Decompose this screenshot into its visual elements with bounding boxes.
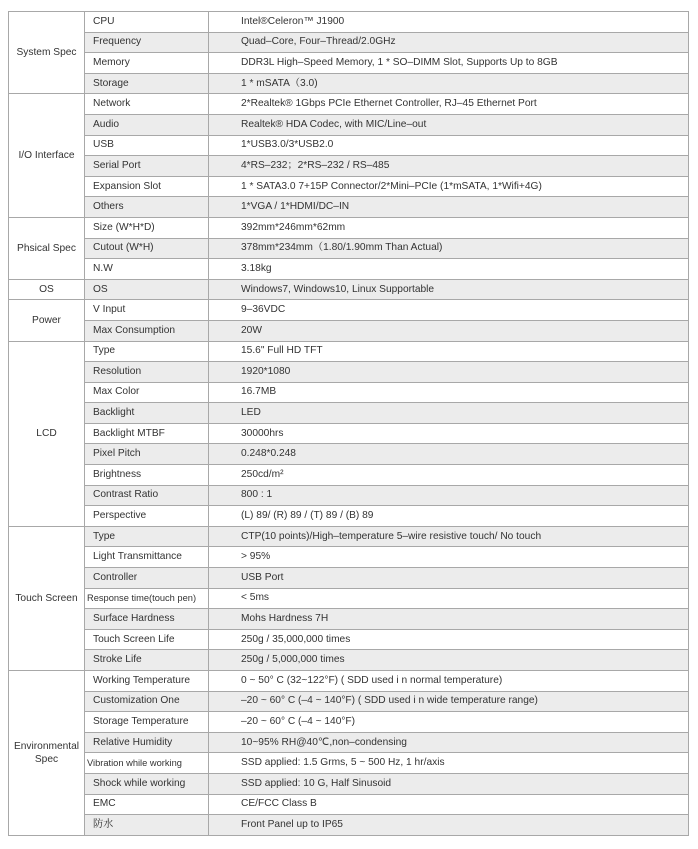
- spec-item-value: (L) 89/ (R) 89 / (T) 89 / (B) 89: [209, 506, 689, 527]
- spec-item-value: 30000hrs: [209, 423, 689, 444]
- spec-item-value: 392mm*246mm*62mm: [209, 217, 689, 238]
- spec-item-label: 防水: [85, 815, 209, 836]
- spec-item-label: Audio: [85, 114, 209, 135]
- spec-row: [9, 53, 689, 74]
- spec-item-label: Shock while working: [85, 773, 209, 794]
- spec-row: [9, 732, 689, 753]
- spec-item-label: Expansion Slot: [85, 176, 209, 197]
- spec-item-value: Front Panel up to IP65: [209, 815, 689, 836]
- spec-item-label: Touch Screen Life: [85, 629, 209, 650]
- spec-category: LCD: [9, 341, 85, 526]
- spec-item-value: Mohs Hardness 7H: [209, 609, 689, 630]
- spec-row: [9, 238, 689, 259]
- spec-item-value: 10~95% RH@40℃,non–condensing: [209, 732, 689, 753]
- spec-item-value: 2*Realtek® 1Gbps PCIe Ethernet Controller, RJ–45 Ethernet Port: [209, 94, 689, 115]
- spec-item-label: Type: [85, 526, 209, 547]
- spec-item-label: Customization One: [85, 691, 209, 712]
- spec-item-value: 378mm*234mm（1.80/1.90mm Than Actual): [209, 238, 689, 259]
- spec-category: Environmental Spec: [9, 671, 85, 836]
- spec-item-label: Vibration while working: [85, 753, 209, 774]
- spec-category: System Spec: [9, 12, 85, 94]
- spec-row: [9, 547, 689, 568]
- spec-row: [9, 465, 689, 486]
- spec-row: [9, 815, 689, 836]
- spec-row: [9, 588, 689, 609]
- spec-row: [9, 114, 689, 135]
- spec-item-label: Response time(touch pen): [85, 588, 209, 609]
- spec-item-label: OS: [85, 279, 209, 300]
- spec-row: [9, 12, 689, 33]
- spec-item-value: Quad–Core, Four–Thread/2.0GHz: [209, 32, 689, 53]
- spec-item-label: Working Temperature: [85, 671, 209, 692]
- spec-row: [9, 691, 689, 712]
- spec-item-label: Surface Hardness: [85, 609, 209, 630]
- spec-row: [9, 629, 689, 650]
- spec-item-label: Memory: [85, 53, 209, 74]
- spec-item-label: Perspective: [85, 506, 209, 527]
- spec-row: [9, 650, 689, 671]
- spec-row: [9, 73, 689, 94]
- spec-category: Touch Screen: [9, 526, 85, 670]
- spec-row: [9, 197, 689, 218]
- spec-row: [9, 217, 689, 238]
- spec-row: [9, 341, 689, 362]
- spec-item-value: < 5ms: [209, 588, 689, 609]
- spec-item-value: CE/FCC Class B: [209, 794, 689, 815]
- spec-item-value: SSD applied: 10 G, Half Sinusoid: [209, 773, 689, 794]
- spec-item-label: V Input: [85, 300, 209, 321]
- spec-item-value: 1920*1080: [209, 362, 689, 383]
- spec-item-value: 20W: [209, 320, 689, 341]
- spec-item-value: 250g / 35,000,000 times: [209, 629, 689, 650]
- spec-item-label: Serial Port: [85, 156, 209, 177]
- spec-item-label: Size (W*H*D): [85, 217, 209, 238]
- spec-item-value: > 95%: [209, 547, 689, 568]
- spec-item-label: Stroke Life: [85, 650, 209, 671]
- spec-row: [9, 794, 689, 815]
- spec-item-label: Storage: [85, 73, 209, 94]
- spec-item-value: DDR3L High–Speed Memory, 1 * SO–DIMM Slot, Supports Up to 8GB: [209, 53, 689, 74]
- spec-item-label: USB: [85, 135, 209, 156]
- spec-item-value: 0.248*0.248: [209, 444, 689, 465]
- spec-item-label: Light Transmittance: [85, 547, 209, 568]
- spec-item-label: N.W: [85, 259, 209, 280]
- spec-item-label: Frequency: [85, 32, 209, 53]
- spec-item-value: 3.18kg: [209, 259, 689, 280]
- spec-item-label: EMC: [85, 794, 209, 815]
- spec-item-label: Contrast Ratio: [85, 485, 209, 506]
- spec-row: [9, 320, 689, 341]
- spec-row: [9, 609, 689, 630]
- spec-item-label: Pixel Pitch: [85, 444, 209, 465]
- spec-item-value: 1 * SATA3.0 7+15P Connector/2*Mini–PCIe (1*mSATA, 1*Wifi+4G): [209, 176, 689, 197]
- spec-item-value: 15.6" Full HD TFT: [209, 341, 689, 362]
- spec-item-label: Backlight MTBF: [85, 423, 209, 444]
- spec-item-label: Type: [85, 341, 209, 362]
- spec-item-value: –20 ~ 60° C (–4 ~ 140°F) ( SDD used i n wide temperature range): [209, 691, 689, 712]
- spec-row: [9, 712, 689, 733]
- spec-item-value: 16.7MB: [209, 382, 689, 403]
- spec-item-value: Intel®Celeron™ J1900: [209, 12, 689, 33]
- spec-item-value: 800 : 1: [209, 485, 689, 506]
- spec-row: [9, 300, 689, 321]
- spec-row: [9, 773, 689, 794]
- spec-item-value: 9–36VDC: [209, 300, 689, 321]
- spec-row: [9, 753, 689, 774]
- spec-row: [9, 362, 689, 383]
- spec-row: [9, 94, 689, 115]
- spec-row: [9, 423, 689, 444]
- spec-item-value: 1*USB3.0/3*USB2.0: [209, 135, 689, 156]
- spec-item-value: 0 ~ 50° C (32~122°F) ( SDD used i n normal temperature): [209, 671, 689, 692]
- spec-item-label: Cutout (W*H): [85, 238, 209, 259]
- spec-item-label: Network: [85, 94, 209, 115]
- spec-item-value: CTP(10 points)/High–temperature 5–wire resistive touch/ No touch: [209, 526, 689, 547]
- spec-item-value: SSD applied: 1.5 Grms, 5 ~ 500 Hz, 1 hr/axis: [209, 753, 689, 774]
- spec-item-label: CPU: [85, 12, 209, 33]
- spec-row: [9, 382, 689, 403]
- spec-row: [9, 403, 689, 424]
- spec-category: OS: [9, 279, 85, 300]
- spec-table: [8, 11, 689, 836]
- spec-category: Phsical Spec: [9, 217, 85, 279]
- spec-item-value: –20 ~ 60° C (–4 ~ 140°F): [209, 712, 689, 733]
- spec-row: [9, 526, 689, 547]
- spec-item-label: Brightness: [85, 465, 209, 486]
- spec-row: [9, 671, 689, 692]
- spec-row: [9, 259, 689, 280]
- spec-row: [9, 506, 689, 527]
- spec-item-value: 250g / 5,000,000 times: [209, 650, 689, 671]
- spec-category: Power: [9, 300, 85, 341]
- spec-item-label: Backlight: [85, 403, 209, 424]
- spec-row: [9, 176, 689, 197]
- spec-item-label: Controller: [85, 568, 209, 589]
- spec-item-label: Relative Humidity: [85, 732, 209, 753]
- spec-item-label: Resolution: [85, 362, 209, 383]
- spec-item-label: Others: [85, 197, 209, 218]
- spec-item-label: Storage Temperature: [85, 712, 209, 733]
- spec-row: [9, 279, 689, 300]
- spec-row: [9, 568, 689, 589]
- spec-row: [9, 135, 689, 156]
- spec-item-value: 1 * mSATA（3.0): [209, 73, 689, 94]
- spec-item-value: 1*VGA / 1*HDMI/DC–IN: [209, 197, 689, 218]
- spec-table-body: [9, 12, 689, 836]
- spec-row: [9, 32, 689, 53]
- spec-item-value: Realtek® HDA Codec, with MIC/Line–out: [209, 114, 689, 135]
- spec-item-value: USB Port: [209, 568, 689, 589]
- spec-item-label: Max Consumption: [85, 320, 209, 341]
- spec-item-value: 4*RS–232；2*RS–232 / RS–485: [209, 156, 689, 177]
- spec-item-value: Windows7, Windows10, Linux Supportable: [209, 279, 689, 300]
- spec-row: [9, 156, 689, 177]
- spec-item-value: LED: [209, 403, 689, 424]
- spec-item-value: 250cd/m²: [209, 465, 689, 486]
- spec-category: I/O Interface: [9, 94, 85, 218]
- spec-row: [9, 485, 689, 506]
- spec-row: [9, 444, 689, 465]
- spec-item-label: Max Color: [85, 382, 209, 403]
